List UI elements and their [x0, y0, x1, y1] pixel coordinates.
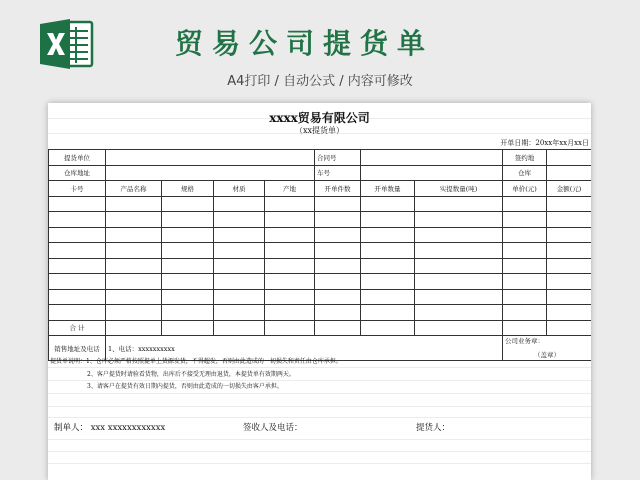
header-row — [49, 181, 592, 197]
maker-signature: 制单人： xxx xxxxxxxxxxxx — [54, 423, 166, 433]
warehouse-address-cell[interactable] — [106, 165, 315, 181]
car-label: 车号 — [315, 165, 361, 181]
document-subtitle: （xx提货单） — [294, 126, 345, 135]
table-row — [49, 289, 592, 305]
table-row — [49, 227, 592, 243]
receiver-signature: 签收人及电话： — [243, 423, 303, 433]
sign-cell[interactable] — [547, 150, 592, 166]
excel-icon — [38, 18, 94, 70]
stamp-label: （盖章） — [534, 351, 560, 359]
hero-title: 贸易公司提货单 — [175, 27, 435, 60]
delivery-table — [48, 149, 591, 361]
company-seal-label: 公司业务章： — [505, 337, 544, 345]
sales-label: 销售地址及电话 — [49, 336, 106, 361]
note-item: 3、请客户在提货有效日期内提货，否则由此造成的一切损失由客户承担。 — [87, 383, 283, 390]
info-row-2 — [49, 165, 592, 181]
warehouse-cell[interactable] — [547, 165, 592, 181]
header-origin: 产地 — [265, 181, 315, 197]
table-row — [49, 212, 592, 228]
warehouse-address-label: 仓库地址 — [49, 165, 106, 181]
sign-label: 签约地 — [503, 150, 547, 166]
header-spec: 规格 — [162, 181, 214, 197]
company-title: xxxx贸易有限公司 — [269, 111, 370, 125]
note-item: 2、客户提货时请验看货物，出库后不接受无理由退货，本提货单有效期两天。 — [87, 370, 295, 378]
header-actual: 实提数量(吨) — [415, 181, 503, 197]
table-row — [49, 243, 592, 259]
company-seal-cell[interactable] — [503, 336, 592, 361]
table-row — [49, 274, 592, 290]
unit-label: 提货单位 — [49, 150, 106, 166]
table-row — [49, 258, 592, 274]
contract-label: 合同号 — [315, 150, 361, 166]
header-amount: 金额(元) — [547, 181, 592, 197]
info-row-1 — [49, 150, 592, 166]
table-row — [49, 305, 592, 321]
warehouse-label: 仓库 — [503, 165, 547, 181]
total-row — [49, 320, 592, 336]
header-pieces: 开单件数 — [315, 181, 361, 197]
header-quantity: 开单数量 — [361, 181, 415, 197]
picker-signature: 提货人： — [416, 423, 451, 433]
header-card-no: 卡号 — [49, 181, 106, 197]
note-item: 提货单说明：1、仓库必须严格按照提单上货源发货，不得超发，否则由此造成的一切损失和责任由仓库承担。 — [50, 358, 342, 365]
header-price: 单价(元) — [503, 181, 547, 197]
header-product: 产品名称 — [106, 181, 162, 197]
item-rows — [49, 196, 592, 320]
sales-phone[interactable]: 1、电话：xxxxxxxxxx — [106, 336, 503, 361]
issue-date: 开单日期：20xx年xx月xx日 — [500, 139, 589, 147]
car-cell[interactable] — [361, 165, 503, 181]
spreadsheet-page — [48, 103, 591, 480]
unit-cell[interactable] — [106, 150, 315, 166]
total-label: 合 计 — [49, 320, 106, 336]
instructions — [50, 356, 342, 394]
table-row — [49, 196, 592, 212]
header-material: 材质 — [214, 181, 265, 197]
hero-subtitle: A4打印 / 自动公式 / 内容可修改 — [227, 74, 413, 89]
contract-cell[interactable] — [361, 150, 503, 166]
